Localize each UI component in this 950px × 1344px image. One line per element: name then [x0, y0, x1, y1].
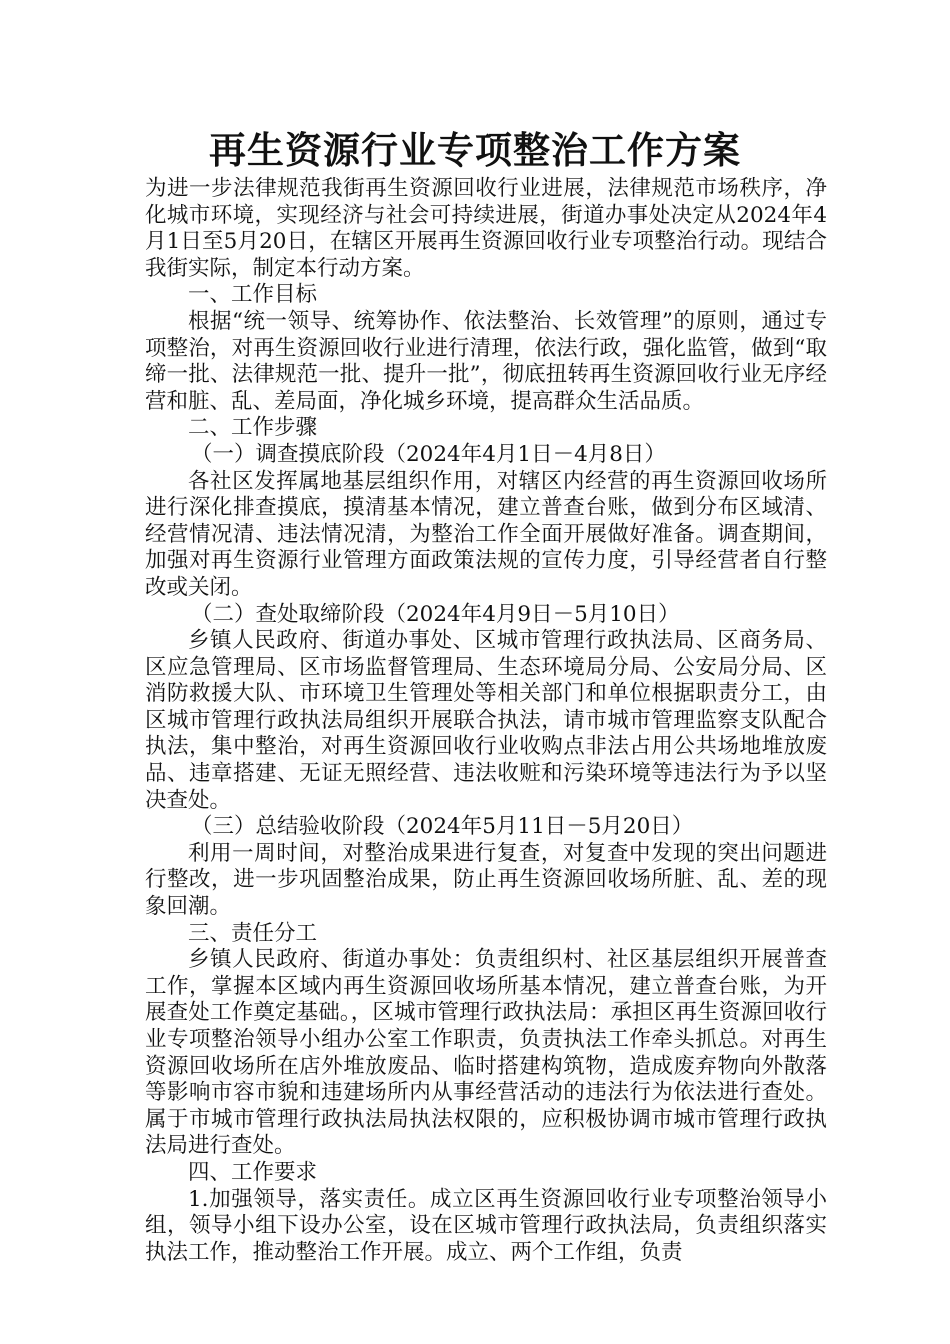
step-2-paragraph: 乡镇人民政府、街道办事处、区城市管理行政执法局、区商务局、区应急管理局、区市场监督管理局、生态环境局分局、公安局分局、区消防救援大队、市环境卫生管理处等相关部门和单位根据职责分工，由区城市管理行政执法局组织开展联合执法，请市城市管理监察支队配合执法，集中整治，对再生资源回收行业收购点非法占用公共场地堆放废品、违章搭建、无证无照经营、违法收赃和污染环境等违法行为予以坚决查处。: [145, 628, 827, 813]
goals-paragraph: 根据“统一领导、统筹协作、依法整治、长效管理”的原则，通过专项整治，对再生资源回收行业进行清理，依法行政，强化监管，做到“取缔一批、法律规范一批、提升一批”，彻底扭转再生资源回收行业无序经营和脏、乱、差局面，净化城乡环境，提高群众生活品质。: [145, 308, 827, 414]
section-heading-duties: 三、责任分工: [188, 920, 318, 946]
requirement-1-paragraph: 1.加强领导，落实责任。成立区再生资源回收行业专项整治领导小组，领导小组下设办公室，设在区城市管理行政执法局，负责组织落实执法工作，推动整治工作开展。成立、两个工作组，负责: [145, 1186, 827, 1265]
step-3-heading: （三）总结验收阶段（2024年5月11日－5月20日）: [191, 814, 694, 840]
intro-paragraph: 为进一步法律规范我街再生资源回收行业进展，法律规范市场秩序，净化城市环境，实现经济与社会可持续进展，街道办事处决定从2024年4月1日至5月20日，在辖区开展再生资源回收行业专项整治行动。现结合我街实际，制定本行动方案。: [145, 176, 827, 281]
section-heading-requirements: 四、工作要求: [188, 1159, 318, 1185]
duties-paragraph: 乡镇人民政府、街道办事处：负责组织村、社区基层组织开展普查工作，掌握本区域内再生资源回收场所基本情况，建立普查台账，为开展查处工作奠定基础。，区城市管理行政执法局：承担区再生资源回收行业专项整治领导小组办公室工作职责，负责执法工作牵头抓总。对再生资源回收场所在店外堆放废品、临时搭建构筑物，造成废弃物向外散落等影响市容市貌和违建场所内从事经营活动的违法行为依法进行查处。属于市城市管理行政执法局执法权限的，应积极协调市城市管理行政执法局进行查处。: [145, 947, 827, 1159]
document-title: 再生资源行业专项整治工作方案: [209, 129, 741, 172]
step-1-heading: （一）调查摸底阶段（2024年4月1日－4月8日）: [191, 441, 666, 467]
section-heading-steps: 二、工作步骤: [188, 415, 318, 441]
document-body: [145, 176, 827, 1266]
step-3-paragraph: 利用一周时间，对整治成果进行复查，对复查中发现的突出问题进行整改，进一步巩固整治成果，防止再生资源回收场所脏、乱、差的现象回潮。: [145, 840, 827, 920]
section-heading-goals: 一、工作目标: [188, 282, 318, 308]
step-1-paragraph: 各社区发挥属地基层组织作用，对辖区内经营的再生资源回收场所进行深化排查摸底，摸清基本情况，建立普查台账，做到分布区域清、经营情况清、违法情况清，为整治工作全面开展做好准备。调查期间，加强对再生资源行业管理方面政策法规的宣传力度，引导经营者自行整改或关闭。: [145, 468, 827, 600]
step-2-heading: （二）查处取缔阶段（2024年4月9日－5月10日）: [191, 601, 680, 627]
